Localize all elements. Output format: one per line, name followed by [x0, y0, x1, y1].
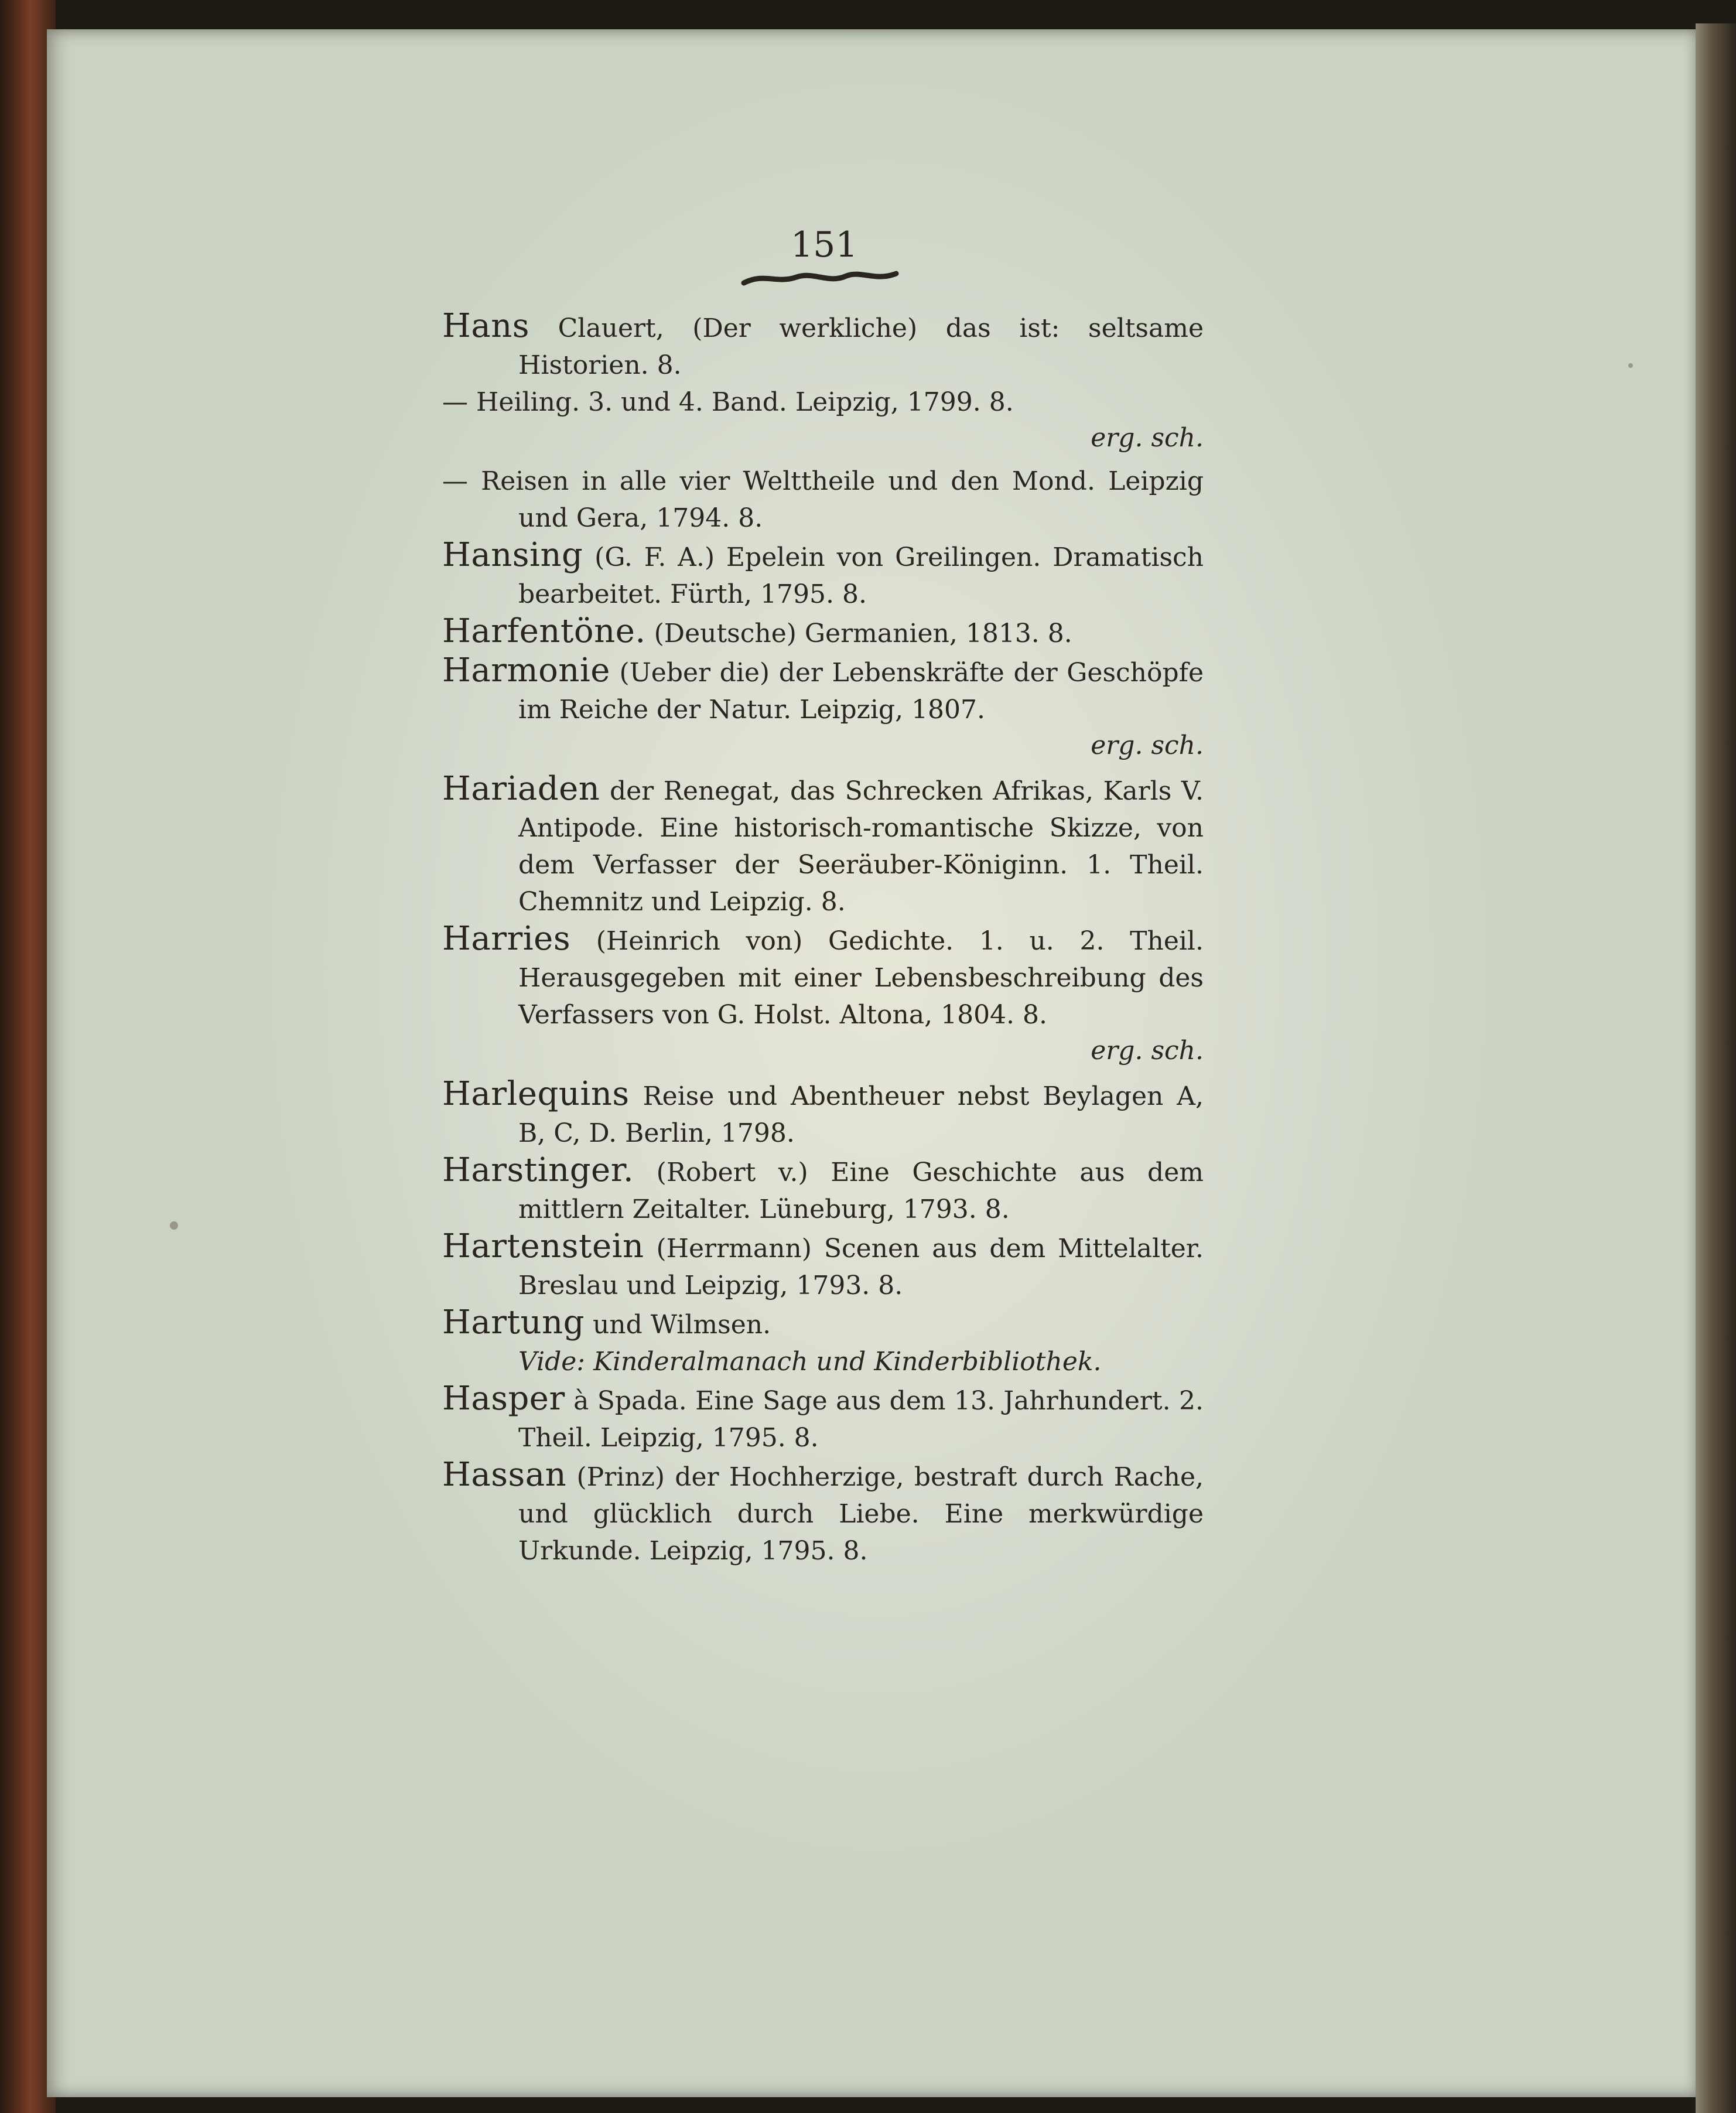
entry-text: à Spada. Eine Sage aus dem 13. Jahrhundert. 2. Theil. Leipzig, 1795. 8.	[518, 1386, 1204, 1453]
entry	[442, 463, 1204, 537]
entry	[442, 1076, 1204, 1152]
entry-text: (Herrmann) Scenen aus dem Mittelalter. Breslau und Leipzig, 1793. 8.	[518, 1234, 1204, 1300]
entry-text: (Prinz) der Hochherzige, bestraft durch Rache, und glücklich durch Liebe. Eine merkwürdige Urkunde. Leipzig, 1795. 8.	[518, 1462, 1204, 1566]
ink-speck	[170, 1221, 178, 1230]
entry-text: (Heinrich von) Gedichte. 1. u. 2. Theil. Herausgegeben mit einer Lebensbeschreibung des Verfassers von G. Holst. Altona, 1804. 8.	[518, 926, 1204, 1030]
entry-text: (Robert v.) Eine Geschichte aus dem mittlern Zeitalter. Lüneburg, 1793. 8.	[518, 1158, 1204, 1224]
entry-text: Heiling. 3. und 4. Band. Leipzig, 1799. 8.	[468, 387, 1014, 417]
entry-headword: Hartung	[442, 1303, 585, 1341]
entry	[442, 537, 1204, 613]
entry	[442, 1304, 1204, 1380]
entry-dash: —	[442, 387, 468, 417]
entry-headword: Hasper	[442, 1380, 565, 1418]
entry-text: (G. F. A.) Epelein von Greilingen. Dramatisch bearbeitet. Fürth, 1795. 8.	[518, 542, 1204, 609]
entry-cross-reference: Vide: Kinderalmanach und Kinderbibliothek.	[518, 1347, 1102, 1377]
entry	[442, 1228, 1204, 1304]
entry-text: Clauert, (Der werkliche) das ist: seltsame Historien. 8.	[518, 313, 1204, 380]
entry-headword: Harmonie	[442, 651, 610, 689]
entry-headword: Hans	[442, 307, 530, 345]
entry	[442, 920, 1204, 1069]
entry	[442, 308, 1204, 384]
entry-headword: Hassan	[442, 1456, 567, 1494]
page-number: 151	[791, 224, 858, 265]
entry-text: und Wilmsen.	[584, 1310, 771, 1340]
entry	[442, 770, 1204, 920]
ornament-flourish-icon	[741, 267, 899, 290]
entry	[442, 652, 1204, 763]
entry-text: der Renegat, das Schrecken Afrikas, Karls V. Antipode. Eine historisch-romantische Skizze, von dem Verfasser der Seeräuber-Königinn. 1. Theil. Chemnitz und Leipzig. 8.	[518, 776, 1204, 917]
entry-headword: Hansing	[442, 536, 583, 574]
entry-text: Reise und Abentheuer nebst Beylagen A, B, C, D. Berlin, 1798.	[518, 1081, 1204, 1148]
entry-headword: Harlequins	[442, 1075, 630, 1113]
page-right-edge	[1696, 23, 1736, 2113]
entry-headword: Harfentöne.	[442, 612, 646, 650]
entry-headword: Harries	[442, 920, 571, 958]
entry	[442, 613, 1204, 652]
entry-headword: Hartenstein	[442, 1227, 644, 1265]
entry-headword: Harstinger.	[442, 1151, 634, 1189]
entry-text: (Deutsche) Germanien, 1813. 8.	[645, 619, 1072, 648]
entry-reference: erg. sch.	[1091, 1036, 1204, 1066]
entry-text: (Ueber die) der Lebenskräfte der Geschöpfe im Reiche der Natur. Leipzig, 1807.	[518, 658, 1204, 725]
entry	[442, 1152, 1204, 1228]
entry-text: Reisen in alle vier Welttheile und den Mond. Leipzig und Gera, 1794. 8.	[468, 466, 1204, 533]
bibliography-entries	[442, 308, 1204, 1569]
entry-headword: Hariaden	[442, 770, 600, 808]
entry-dash: —	[442, 466, 468, 496]
entry-reference: erg. sch.	[1091, 730, 1204, 760]
ink-speck	[1628, 363, 1633, 368]
entry	[442, 1456, 1204, 1569]
entry	[442, 1380, 1204, 1456]
entry-reference: erg. sch.	[1091, 423, 1204, 453]
entry	[442, 384, 1204, 456]
